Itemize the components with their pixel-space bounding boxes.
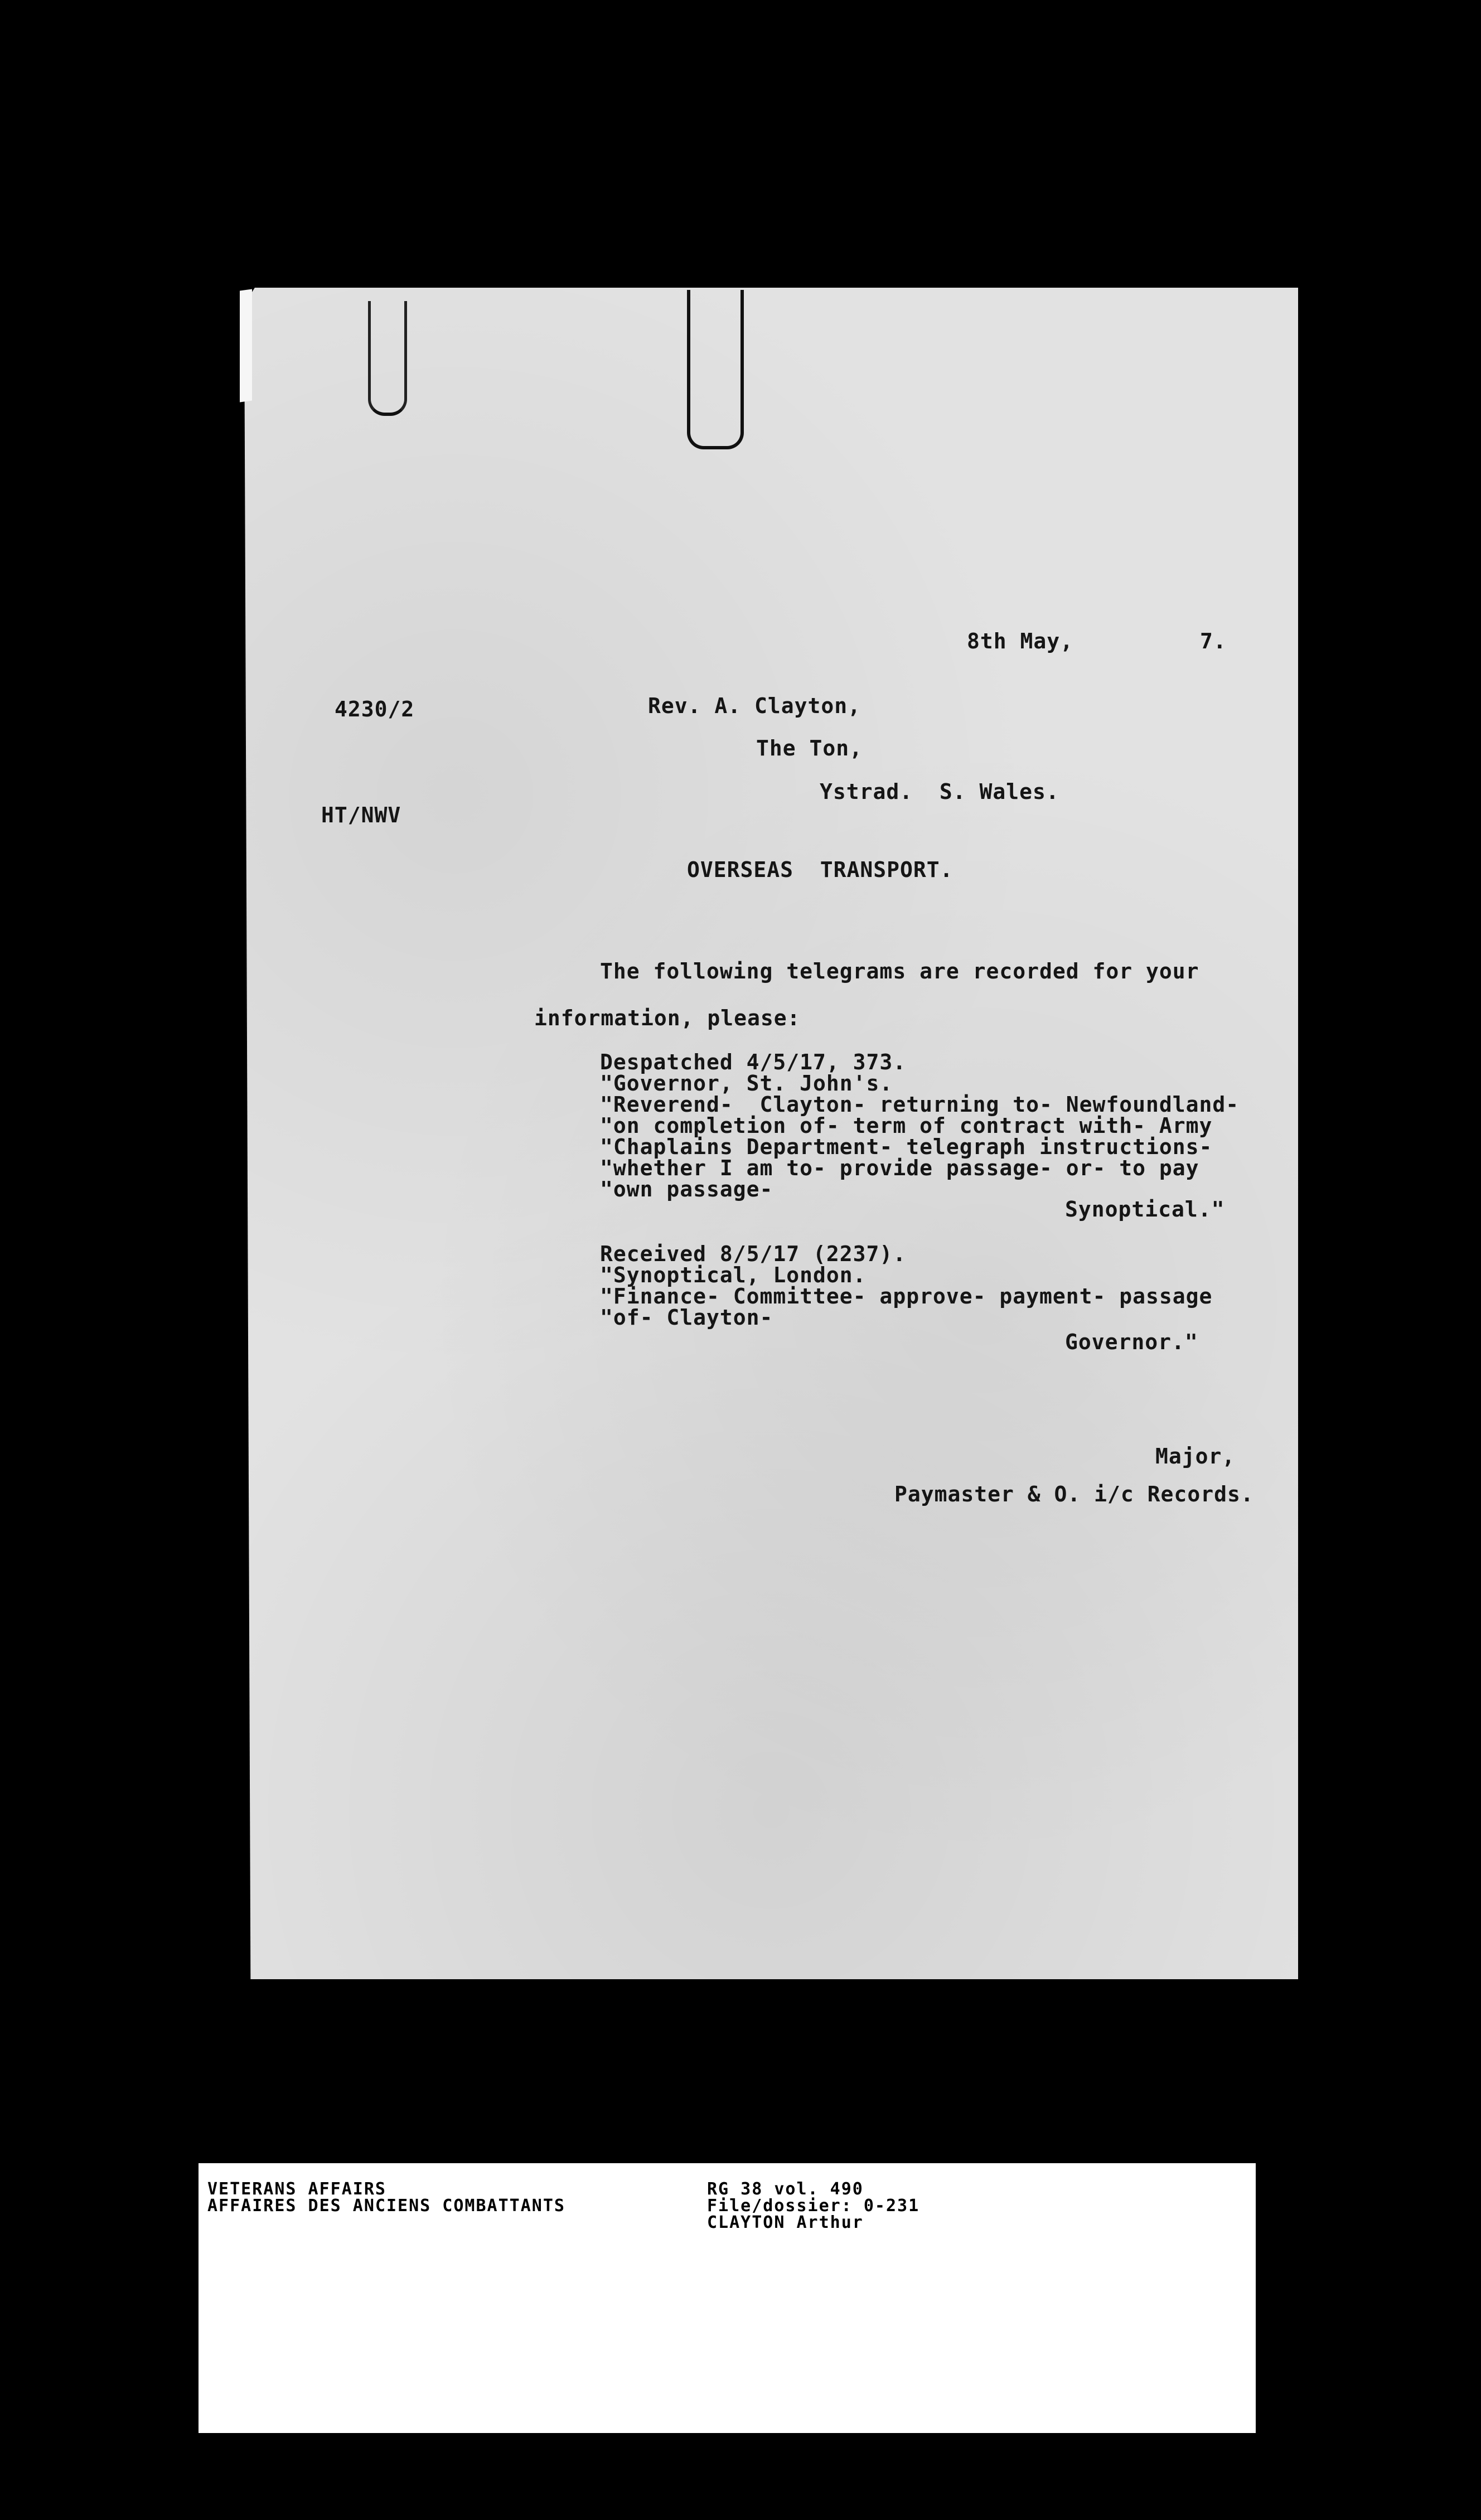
archive-label-agency-en: VETERANS AFFAIRS: [207, 2179, 386, 2199]
recipient-address-line3: Ystrad. S. Wales.: [820, 779, 1059, 804]
letter-date: 8th May,: [967, 629, 1074, 653]
telegram-2-line: "Synoptical, London.: [600, 1263, 867, 1287]
telegram-2-line: "of- Clayton-: [600, 1305, 773, 1330]
intro-line-1: The following telegrams are recorded for your: [600, 959, 1199, 983]
paper-clip-mark-right: [687, 290, 744, 449]
archive-label-name: CLAYTON Arthur: [707, 2213, 864, 2232]
telegram-1-line: "Chaplains Department- telegraph instructions-: [600, 1135, 1213, 1159]
paper-clip-mark-left: [368, 301, 407, 416]
telegram-1-line: "Governor, St. John's.: [600, 1071, 893, 1096]
telegram-2-line: "Finance- Committee- approve- payment- passage: [600, 1284, 1213, 1309]
archive-label-agency-fr: AFFAIRES DES ANCIENS COMBATTANTS: [207, 2196, 565, 2216]
telegram-1-signature: Synoptical.": [1065, 1197, 1225, 1222]
paper-torn-edge: [240, 289, 252, 402]
archive-label-file: File/dossier: 0-231: [707, 2196, 920, 2216]
letter-date-suffix: 7.: [1200, 629, 1227, 653]
telegram-1-line: "whether I am to- provide passage- or- to pay: [600, 1156, 1199, 1180]
telegram-1-line: "on completion of- term of contract with- Army: [600, 1113, 1213, 1138]
intro-line-2: information, please:: [534, 1006, 801, 1030]
initials-reference: HT/NWV: [321, 803, 401, 827]
file-reference: 4230/2: [335, 697, 415, 721]
telegram-1-header: Despatched 4/5/17, 373.: [600, 1050, 907, 1074]
telegram-1-line: "Reverend- Clayton- returning to- Newfoundland-: [600, 1092, 1240, 1117]
telegram-1-line: "own passage-: [600, 1177, 773, 1201]
subject-heading: OVERSEAS TRANSPORT.: [687, 857, 954, 882]
telegram-2-header: Received 8/5/17 (2237).: [600, 1242, 907, 1266]
signature-rank: Major,: [1155, 1444, 1236, 1469]
archive-label-volume: RG 38 vol. 490: [707, 2179, 864, 2199]
recipient-address-line2: The Ton,: [756, 736, 863, 760]
recipient-name: Rev. A. Clayton,: [648, 694, 862, 718]
telegram-2-signature: Governor.": [1065, 1330, 1198, 1354]
signature-title: Paymaster & O. i/c Records.: [894, 1482, 1254, 1506]
